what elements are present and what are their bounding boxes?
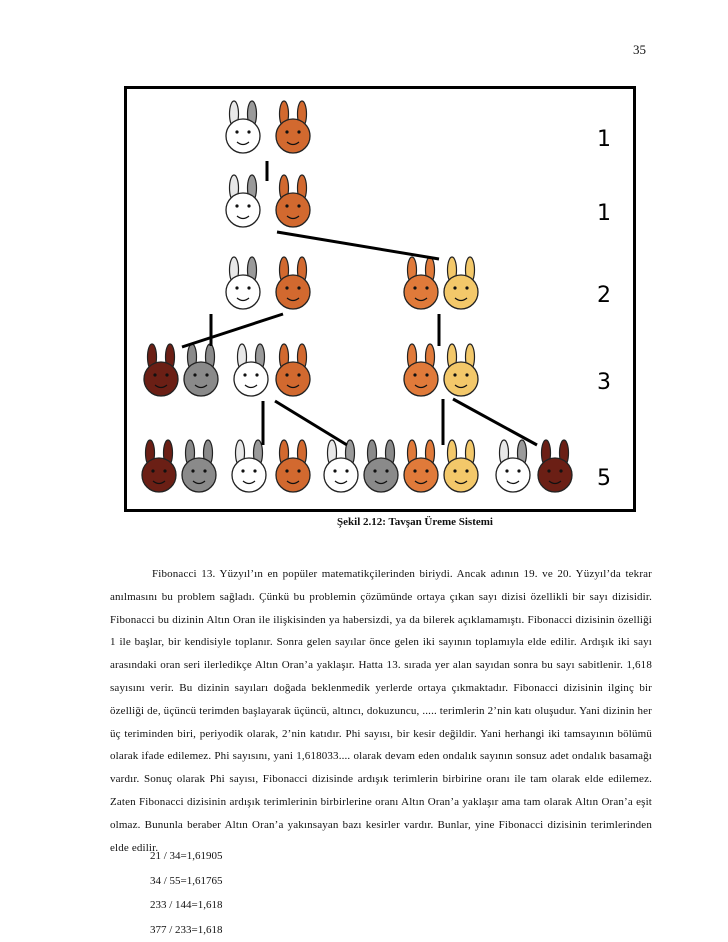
rabbit-icon	[142, 440, 176, 492]
ratio-item: 21 / 34=1,61905	[150, 850, 223, 862]
generation-count: 1	[597, 201, 611, 226]
rabbit-icon	[324, 440, 358, 492]
body-text	[110, 563, 652, 859]
rabbit-icon	[538, 440, 572, 492]
ratio-list	[150, 844, 223, 942]
rabbit-icon	[276, 344, 310, 396]
rabbit-icon	[444, 440, 478, 492]
body-paragraph: Fibonacci 13. Yüzyıl’ın en popüler matematikçilerinden biriydi. Ancak adının 19. ve 20. Yüzyıl’da tekrar anılmasını bu problem sağladı. Çünkü bu problemin çözümünde ortaya çıkan sayı dizisi özellikli bir sayı dizisidir. Fibonacci bu dizinin Altın Oran ile ilişkisinden ya habersizdi, ya da bilerek açıklamamıştı. Fibonacci dizisinin özelliği 1 ile başlar, bir kendisiyle toplanır. Sonra gelen sayılar önce gelen iki sayının toplamıyla elde edilir. Ardışık iki sayı arasındaki oran seri ilerledikçe Altın Oran’a yaklaşır. Hatta 13. sırada yer alan sayıdan sonra bu sayı sabitlenir. 1,618 sayısını verir. Bu dizinin sayıları doğada beklenmedik yerlerde ortaya çıkmaktadır. Fibonacci dizisinin ilginç bir özelliği de, üçüncü terimden başlayarak üçüncü, altıncı, dokuzuncu, ..... terimlerin 2’nin katı oluşudur. Yani dizinin her üç teriminden biri, periyodik olarak, 2’nin katıdır. Phi sayısı, bir kesir değildir. Yani herhangi iki tamsayının bölümü olarak ifade edilemez. Phi sayısını, yani 1,618033.... olarak devam eden ondalık sayının sonsuz adet ondalık basamağı vardır. Sonuç olarak Phi sayısı, Fibonacci dizisinde ardışık terimlerin birbirine oranı ile tam olarak elde edilemez. Zaten Fibonacci dizisinin ardışık terimlerinin birbirlerine oranı Altın Oran’a yaklaşır ama tam olarak Altın Oran’a eşit olmaz. Bununla beraber Altın Oran’a yakınsayan bazı kesirler vardır. Bunlar, yine Fibonacci dizisinin terimlerinden elde edilir.	[110, 568, 652, 854]
rabbit-icon	[496, 440, 530, 492]
rabbit-tree-diagram	[127, 89, 633, 509]
connector-line	[275, 401, 347, 445]
rabbit-icon	[232, 440, 266, 492]
rabbit-icon	[226, 175, 260, 227]
connector-line	[182, 314, 283, 347]
rabbit-icon	[234, 344, 268, 396]
generation-count: 2	[597, 283, 611, 308]
rabbit-icon	[444, 344, 478, 396]
ratio-item: 34 / 55=1,61765	[150, 874, 223, 887]
rabbit-icon	[226, 101, 260, 153]
rabbit-icon	[444, 257, 478, 309]
rabbit-icon	[404, 344, 438, 396]
figure-caption: Şekil 2.12: Tavşan Üreme Sistemi	[337, 516, 493, 528]
rabbit-icon	[144, 344, 178, 396]
rabbit-icon	[404, 440, 438, 492]
rabbit-icon	[226, 257, 260, 309]
rabbit-icon	[182, 440, 216, 492]
connector-line	[277, 232, 439, 259]
ratio-item: 233 / 144=1,618	[150, 899, 223, 911]
rabbit-icon	[276, 101, 310, 153]
connector-line	[453, 399, 537, 445]
page-number: 35	[633, 42, 646, 57]
rabbit-icon	[276, 257, 310, 309]
rabbit-icon	[276, 175, 310, 227]
generation-count: 1	[597, 127, 611, 152]
rabbit-icon	[184, 344, 218, 396]
generation-count: 5	[597, 466, 611, 491]
rabbit-icon	[364, 440, 398, 492]
rabbit-icon	[404, 257, 438, 309]
rabbit-icon	[276, 440, 310, 492]
rabbit-breeding-figure	[124, 86, 636, 512]
generation-count: 3	[597, 370, 611, 395]
ratio-item: 377 / 233=1,618	[150, 923, 223, 936]
